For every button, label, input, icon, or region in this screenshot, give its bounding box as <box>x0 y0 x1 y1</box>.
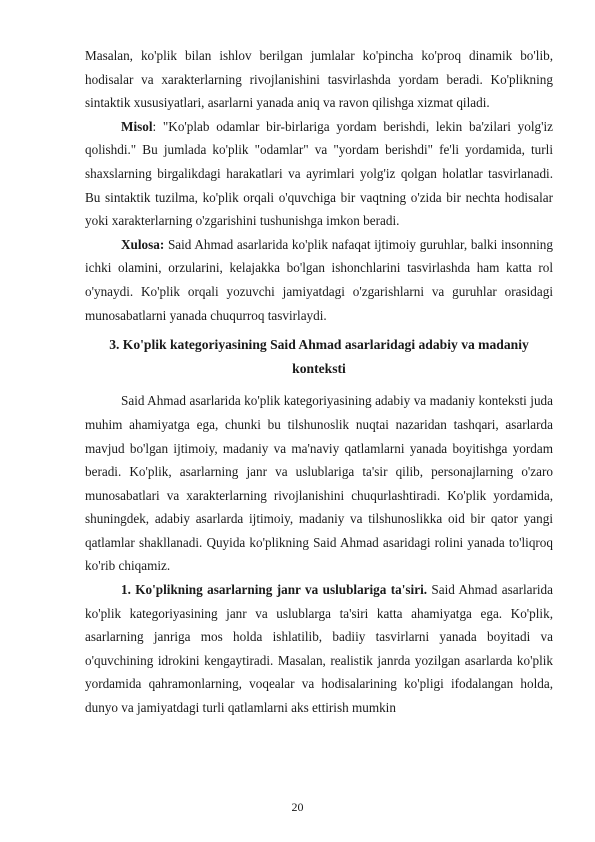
genre-influence-label: 1. Ko'plikning asarlarning janr va uslublariga ta'siri. <box>121 582 428 598</box>
paragraph-conclusion <box>85 233 553 327</box>
example-text: : "Ko'plab odamlar bir-birlariga yordam berishdi, lekin ba'zilari yolg'iz qolishdi." Bu jumlada ko'plik "odamlar" va "yordam berishdi" fe'li yordamida, turli shaxslarning birgalikdagi harakatlari va ayrimlari yolg'iz qolgan holatlar tasvirlanadi. Bu sintaktik tuzilma, ko'plik orqali o'quvchiga bir vaqtning o'zida bir nechta hodisalar yoki xarakterlarning o'zgarishini tushunishga imkon beradi. <box>85 118 553 229</box>
page-number: 20 <box>291 800 304 814</box>
conclusion-text: Said Ahmad asarlarida ko'plik nafaqat ijtimoiy guruhlar, balki insonning ichki olamini, orzularini, kelajakka bo'lgan ishonchlarini tasvirlashda ham katta rol o'ynaydi. Ko'plik orqali yozuvchi jamiyatdagi o'zgarishlarni va guruhlar orasidagi munosabatlarni yanada chuqurroq tasvirlaydi. <box>85 236 553 323</box>
example-label: Misol <box>121 118 153 134</box>
document-page <box>85 44 553 720</box>
conclusion-label: Xulosa: <box>121 236 165 252</box>
paragraph-genre-influence <box>85 578 553 720</box>
paragraph-intro: Masalan, ko'plik bilan ishlov berilgan jumlalar ko'pincha ko'proq dinamik bo'lib, hodisalar va xarakterlarning rivojlanishini tasvirlashda yordam beradi. Ko'plikning sintaktik xususiyatlari, asarlarni yanada aniq va ravon qilishga xizmat qiladi. <box>85 48 553 111</box>
genre-influence-text: Said Ahmad asarlarida ko'plik kategoriyasining janr va uslublarga ta'siri katta ahamiyatga ega. Ko'plik, asarlarning janriga mos holda ishlatilib, badiiy tasvirlarni yanada boyitadi va o'quvchining idrokini kengaytiradi. Masalan, realistik janrda yozilgan asarlarda ko'plik yordamida qahramonlarning, voqealar va hodisalarining ko'pligi ifodalangan holda, dunyo va jamiyatdagi turli qatlamlarni aks ettirish mumkin <box>85 582 553 716</box>
paragraph-context: Said Ahmad asarlarida ko'plik kategoriyasining adabiy va madaniy konteksti juda muhim ahamiyatga ega, chunki bu tilshunoslik nuqtai nazaridan tashqari, asarlarda mavjud bo'lgan ijtimoiy, madaniy va ma'naviy qatlamlarni yanada boyitishga yordam beradi. Ko'plik, asarlarning janr va uslublariga ta'sir qilib, personajlarning o'zaro munosabatlari va xarakterlarning rivojlanishini chuqurlashtiradi. Ko'plik yordamida, shuningdek, adabiy asarlarda ijtimoiy, madaniy va tilshunoslikka oid bir qator yangi qatlamlar shakllanadi. Quyida ko'plikning Said Ahmad asaridagi rolini yanada to'liqroq ko'rib chiqamiz. <box>85 393 553 574</box>
section-heading: 3. Ko'plik kategoriyasining Said Ahmad asarlaridagi adabiy va madaniy konteksti <box>109 337 529 376</box>
paragraph-example <box>85 115 553 233</box>
